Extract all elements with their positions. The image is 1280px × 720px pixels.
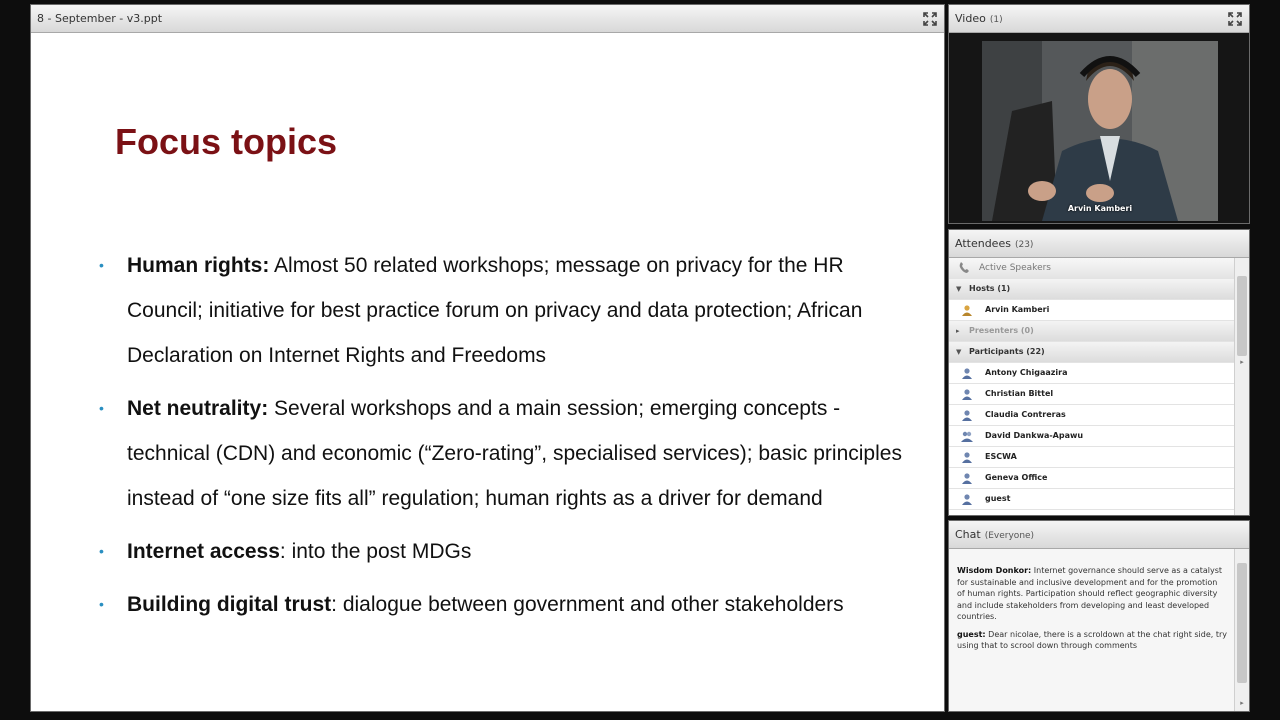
expanded-triangle-icon: ▼ (956, 348, 962, 356)
attendee-name: guest (985, 494, 1011, 503)
attendee-row[interactable] (949, 405, 1235, 426)
chat-audience: (Everyone) (984, 531, 1035, 541)
share-pod (30, 4, 945, 712)
attendees-pod-header (949, 230, 1249, 258)
fullscreen-icon[interactable] (1227, 11, 1243, 27)
bullet-dot: • (99, 400, 104, 416)
scrollbar-thumb[interactable] (1237, 563, 1247, 683)
chat-sender: Wisdom Donkor: (957, 566, 1032, 575)
bullet-item (99, 529, 919, 574)
share-pod-header (31, 5, 944, 33)
slide-heading: Focus topics (115, 121, 338, 162)
chat-text: Dear nicolae, there is a scroldown at the chat right side, try using that to scrool down through comments (957, 629, 1228, 650)
bullet-text: Almost 50 related workshops; message on privacy for the HR Council; initiative for best practice forum on privacy and data protection; African Declaration on Internet Rights and Freedoms (127, 254, 863, 367)
user-icon (961, 451, 973, 463)
attendee-name: ESCWA (985, 452, 1017, 461)
bullet-dot: • (99, 596, 104, 612)
phone-icon (958, 262, 972, 274)
attendees-pod-title: Attendees (955, 237, 1011, 250)
attendee-scrollbar[interactable] (1234, 258, 1249, 515)
attendee-name: Antony Chigaazira (985, 368, 1068, 377)
attendee-row[interactable] (949, 300, 1235, 321)
share-pod-title: 8 - September - v3.ppt (37, 12, 163, 25)
video-pod-header (949, 5, 1249, 33)
attendees-count: (23) (1014, 240, 1034, 250)
attendee-name: Christian Bittel (985, 389, 1054, 398)
scroll-right-arrow-icon[interactable]: ▸ (1240, 358, 1244, 366)
chat-text: Internet governance should serve as a catalyst for sustainable and inclusive development and for the promotion of human rights. Participation should reflect geographic diversity and include stakeholders from developing and least developed countries. (957, 566, 1223, 621)
attendees-pod (948, 229, 1250, 516)
video-pod-title: Video (955, 12, 986, 25)
attendee-list (949, 258, 1235, 515)
bullet-label: Net neutrality: (127, 397, 269, 420)
chat-scrollbar[interactable] (1234, 549, 1249, 711)
slide-bullet-list (99, 243, 919, 635)
scrollbar-thumb[interactable] (1237, 276, 1247, 356)
bullet-dot: • (99, 543, 104, 559)
attendee-name: David Dankwa-Apawu (985, 431, 1084, 440)
user-icon (961, 367, 973, 379)
chat-message (957, 629, 1227, 652)
participants-group[interactable] (949, 342, 1235, 363)
bullet-text: : dialogue between government and other stakeholders (331, 593, 844, 616)
attendee-name: Geneva Office (985, 473, 1048, 482)
chat-pod-title: Chat (955, 528, 981, 541)
collapsed-triangle-icon: ▸ (956, 327, 960, 335)
bullet-label: Human rights: (127, 254, 270, 277)
attendee-row[interactable] (949, 489, 1235, 510)
bullet-text: Several workshops and a main session; emerging concepts - technical (CDN) and economic (“Zero-rating”, specialised services); basic principles instead of “one size fits all” regulation; human rights as a driver for demand (127, 397, 902, 510)
user-icon (961, 493, 973, 505)
bullet-item (99, 582, 919, 627)
webcam-image (982, 41, 1218, 221)
fullscreen-icon[interactable] (922, 11, 938, 27)
chat-sender: guest: (957, 629, 986, 639)
user-icon (961, 388, 973, 400)
attendee-row[interactable] (949, 447, 1235, 468)
hosts-group-label: Hosts (1) (969, 284, 1011, 293)
video-count: (1) (989, 15, 1003, 25)
slide-canvas (37, 37, 940, 707)
user-icon (961, 409, 973, 421)
attendee-row[interactable] (949, 384, 1235, 405)
presenters-group-label: Presenters (0) (969, 326, 1034, 335)
bullet-label: Building digital trust (127, 593, 332, 616)
active-speakers-label: Active Speakers (979, 263, 1051, 273)
attendee-row[interactable] (949, 468, 1235, 489)
bullet-item (99, 243, 919, 378)
user-icon (961, 472, 973, 484)
chat-messages (949, 549, 1235, 711)
speaker-name-label: Arvin Kamberi (1067, 204, 1133, 213)
chat-pod (948, 520, 1250, 712)
bullet-dot: • (99, 257, 104, 273)
active-speakers-row[interactable] (949, 258, 1235, 279)
bullet-item (99, 386, 919, 521)
chat-message (957, 565, 1227, 623)
hosts-group[interactable] (949, 279, 1235, 300)
video-pod (948, 4, 1250, 224)
user-group-icon (961, 430, 973, 442)
attendee-row[interactable] (949, 363, 1235, 384)
attendee-name: Claudia Contreras (985, 410, 1066, 419)
presenters-group[interactable] (949, 321, 1235, 342)
participants-group-label: Participants (22) (969, 347, 1045, 356)
attendee-row[interactable] (949, 426, 1235, 447)
scroll-down-arrow-icon[interactable]: ▸ (1240, 699, 1244, 707)
webcam-video[interactable] (982, 41, 1218, 221)
expanded-triangle-icon: ▼ (956, 285, 962, 293)
bullet-text: : into the post MDGs (279, 540, 472, 563)
bullet-label: Internet access (127, 540, 280, 563)
chat-pod-header (949, 521, 1249, 549)
host-user-icon (961, 304, 973, 316)
attendee-name: Arvin Kamberi (985, 305, 1050, 314)
